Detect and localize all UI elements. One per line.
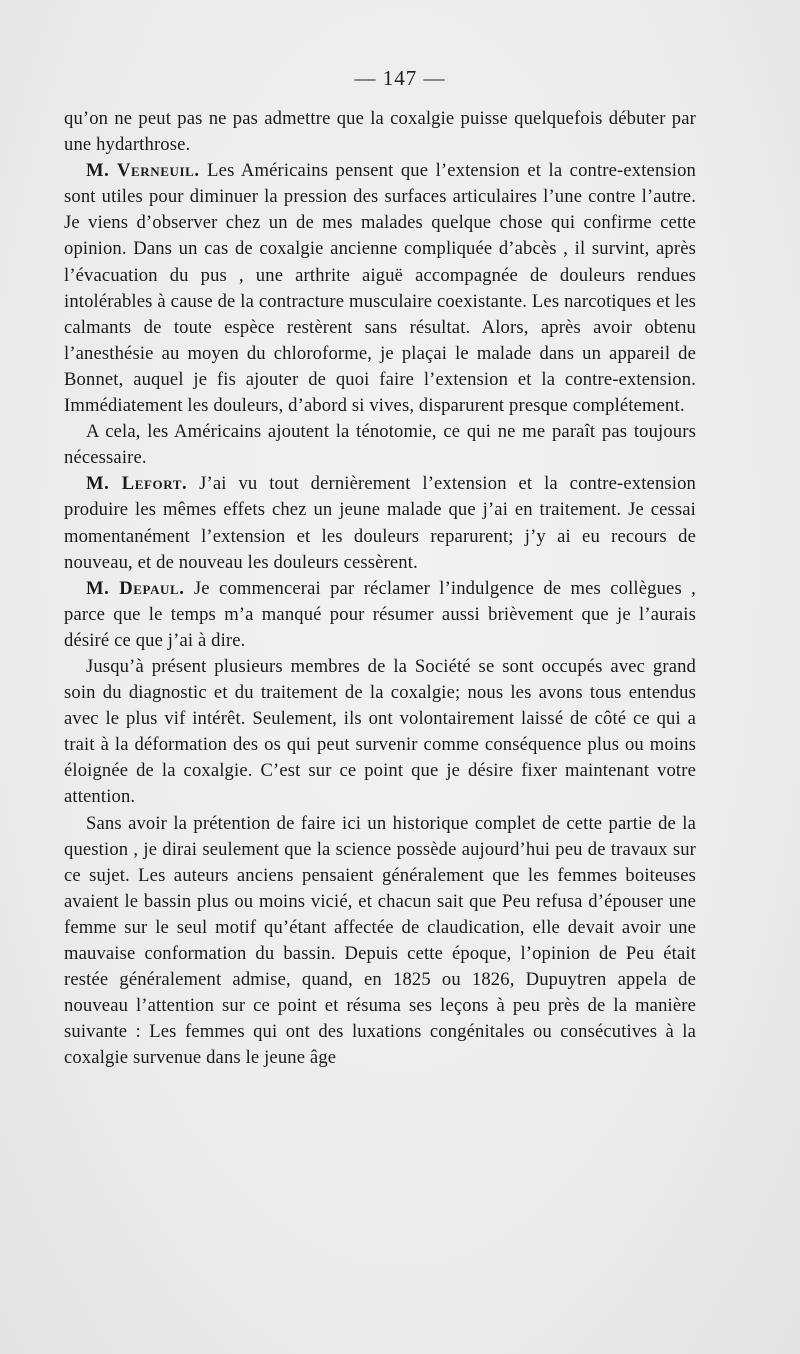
paragraph-text: J’ai vu tout dernièrement l’extension et la contre-extension produire les mêmes effets chez un jeune malade que j’ai en traitement. Je cessai momentanément l’extension et les douleurs reparurent; j’y ai eu recours de nouveau, et de nouveau les douleurs cessèrent. — [64, 473, 696, 573]
paragraph — [64, 106, 696, 158]
paragraph-text: A cela, les Américains ajoutent la ténotomie, ce qui ne me paraît pas toujours nécessaire. — [64, 421, 696, 469]
page-body — [64, 106, 696, 1071]
paragraph — [64, 419, 696, 471]
paragraph — [64, 471, 696, 575]
paragraph-text: qu’on ne peut pas ne pas admettre que la coxalgie puisse quelquefois débuter par une hydarthrose. — [64, 108, 696, 156]
speaker-name: M. Depaul. — [86, 577, 185, 599]
paragraph — [64, 158, 696, 419]
paragraph — [64, 654, 696, 811]
paragraph — [64, 811, 696, 1072]
paragraph-text: Les Américains pensent que l’extension et la contre-extension sont utiles pour diminuer la pression des surfaces articulaires l’une contre l’autre. Je viens d’observer chez un de mes malades quelque chose qui confirme cette opinion. Dans un cas de coxalgie ancienne compliquée d’abcès , il survint, après l’évacuation du pus , une arthrite aiguë accompagnée de douleurs rendues intolérables à cause de la contracture musculaire coexistante. Les narcotiques et les calmants de toute espèce restèrent sans résultat. Alors, après avoir obtenu l’anesthésie au moyen du chloroforme, je plaçai le malade dans un appareil de Bonnet, auquel je fis ajouter de quoi faire l’extension et la contre-extension. Immédiatement les douleurs, d’abord si vives, disparurent presque complétement. — [64, 160, 696, 417]
paragraph-text: Jusqu’à présent plusieurs membres de la Société se sont occupés avec grand soin du diagnostic et du traitement de la coxalgie; nous les avons tous entendus avec le plus vif intérêt. Seulement, ils ont volontairement laissé de côté ce qui a trait à la déformation des os qui peut survenir comme conséquence plus ou moins éloignée de la coxalgie. C’est sur ce point que je désire fixer maintenant votre attention. — [64, 655, 696, 808]
speaker-name: M. Verneuil. — [86, 160, 200, 182]
speaker-name: M. Lefort. — [86, 473, 188, 495]
paragraph-text: Sans avoir la prétention de faire ici un historique complet de cette partie de la question , je dirai seulement que la science possède aujourd’hui peu de travaux sur ce sujet. Les auteurs anciens pensaient généralement que les femmes boiteuses avaient le bassin plus ou moins vicié, et chacun sait que Peu refusa d’épouser une femme sur le seul motif qu’étant affectée de claudication, elle devait avoir une mauvaise conformation du bassin. Depuis cette époque, l’opinion de Peu était restée généralement admise, quand, en 1825 ou 1826, Dupuytren appela de nouveau l’attention sur ce point et résuma ses leçons à peu près de la manière suivante : Les femmes qui ont des luxations congénitales ou consécutives à la coxalgie survenue dans le jeune âge — [64, 812, 696, 1069]
page-number: — 147 — — [354, 66, 446, 90]
paragraph-text: Je commencerai par réclamer l’indulgence de mes collègues , parce que le temps m’a manqué pour résumer aussi brièvement que je l’aurais désiré ce que j’ai à dire. — [64, 577, 696, 651]
paragraph — [64, 576, 696, 654]
